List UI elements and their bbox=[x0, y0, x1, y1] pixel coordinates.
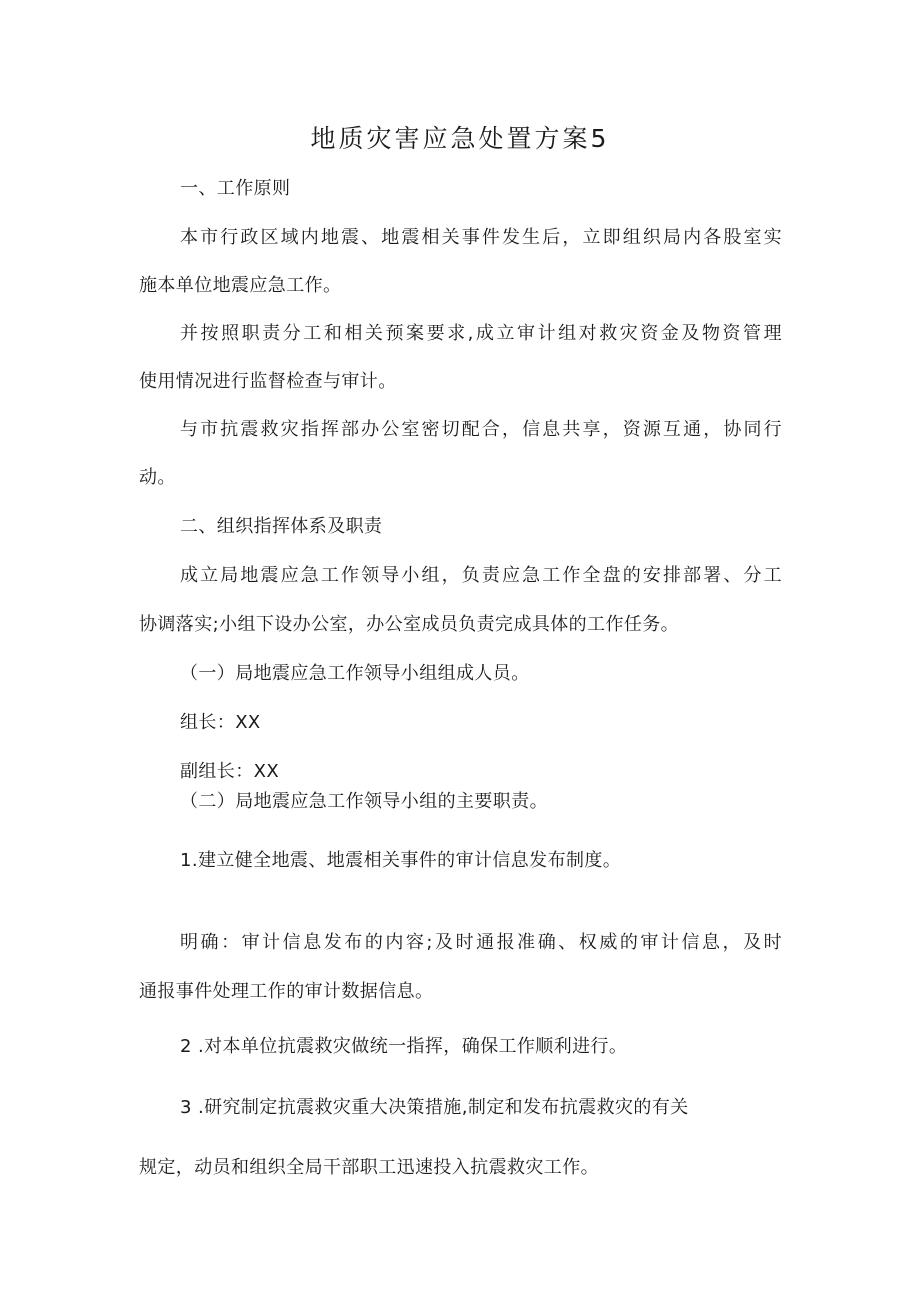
document-title: 地质灾害应急处置方案5 bbox=[310, 124, 610, 153]
paragraph-line: 规定，动员和组织全局干部职工迅速投入抗震救灾工作。 bbox=[139, 1157, 599, 1178]
paragraph-line: 使用情况进行监督检查与审计。 bbox=[139, 371, 397, 392]
list-item-3: 3 .研究制定抗震救灾重大决策措施,制定和发布抗震救灾的有关 bbox=[180, 1097, 689, 1118]
paragraph-line: 本市行政区域内地震、地震相关事件发生后，立即组织局内各股室实 bbox=[180, 227, 782, 248]
paragraph-line: 明确：审计信息发布的内容;及时通报准确、权威的审计信息，及时 bbox=[180, 932, 782, 953]
list-item-1: 1.建立健全地震、地震相关事件的审计信息发布制度。 bbox=[180, 850, 622, 871]
subsection-heading-duties: （二）局地震应急工作领导小组的主要职责。 bbox=[180, 791, 548, 812]
paragraph-line: 并按照职责分工和相关预案要求,成立审计组对救灾资金及物资管理 bbox=[180, 323, 782, 344]
list-item-2: 2 .对本单位抗震救灾做统一指挥，确保工作顺利进行。 bbox=[180, 1036, 628, 1057]
paragraph-line: 施本单位地震应急工作。 bbox=[139, 275, 342, 296]
paragraph-line: 协调落实;小组下设办公室，办公室成员负责完成具体的工作任务。 bbox=[139, 614, 680, 635]
section-heading-principles: 一、工作原则 bbox=[180, 178, 291, 199]
paragraph-line: 成立局地震应急工作领导小组，负责应急工作全盘的安排部署、分工 bbox=[180, 565, 782, 586]
subsection-heading-members: （一）局地震应急工作领导小组组成人员。 bbox=[180, 663, 530, 684]
leader-line: 组长：XX bbox=[180, 712, 261, 733]
paragraph-line: 与市抗震救灾指挥部办公室密切配合，信息共享，资源互通，协同行 bbox=[180, 419, 782, 440]
section-heading-organization: 二、组织指挥体系及职责 bbox=[180, 516, 383, 537]
deputy-leader-line: 副组长：XX bbox=[180, 761, 280, 782]
paragraph-line: 通报事件处理工作的审计数据信息。 bbox=[139, 981, 434, 1002]
paragraph-line: 动。 bbox=[139, 467, 176, 488]
